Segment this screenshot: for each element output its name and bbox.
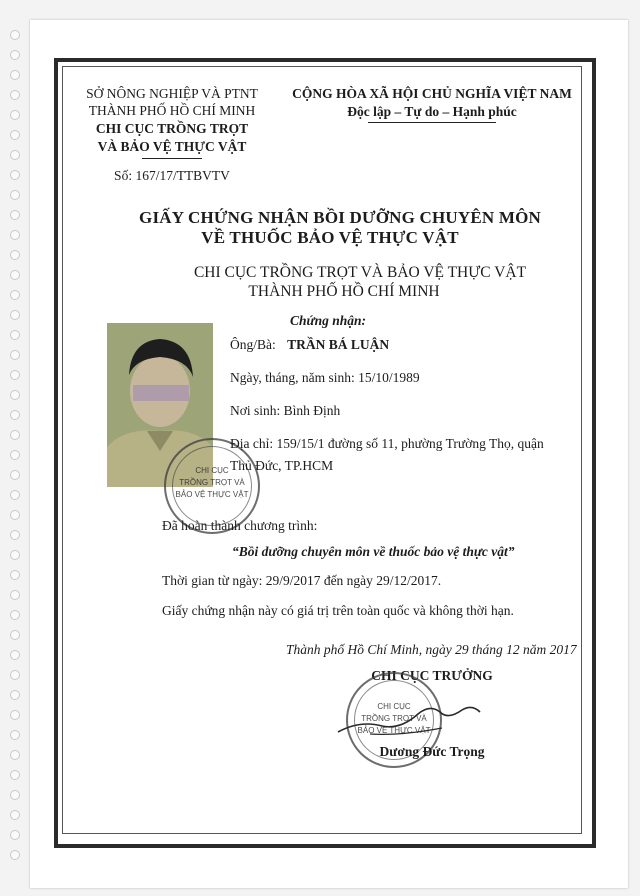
binder-hole [10,830,20,840]
binder-hole [10,770,20,780]
binder-hole [10,230,20,240]
place-of-birth: Nơi sinh: Bình Định [230,403,341,418]
binder-hole [10,410,20,420]
binder-hole [10,150,20,160]
binder-hole [10,250,20,260]
agency-line-2: THÀNH PHỐ HỒ CHÍ MINH [88,103,256,118]
completed-label: Đã hoàn thành chương trình: [162,518,318,533]
binder-hole [10,810,20,820]
binder-hole [10,690,20,700]
binder-hole [10,430,20,440]
certificate-title-line-2: VỀ THUỐC BẢO VỆ THỰC VẬT [201,228,459,247]
binder-hole [10,570,20,580]
seal-stamp-line-1: CHI CỤC [377,702,411,711]
binder-hole [10,590,20,600]
person-name: TRẦN BÁ LUẬN [287,337,390,352]
issuer-line-2: THÀNH PHỐ HỒ CHÍ MINH [248,283,440,300]
issuer-line-1: CHI CỤC TRỒNG TRỌT VÀ BẢO VỆ THỰC VẬT [193,264,527,281]
name-row [230,337,389,353]
binder-hole [10,30,20,40]
binder-hole [10,790,20,800]
binder-hole [10,290,20,300]
binder-hole [10,350,20,360]
binder-hole [10,530,20,540]
program-name: “Bồi dưỡng chuyên môn về thuốc bảo vệ thực vật” [232,544,515,559]
address-line-1: Địa chỉ: 159/15/1 đường số 11, phường Trường Thọ, quận [230,436,544,451]
binder-hole [10,710,20,720]
agency-underline [142,158,202,159]
binder-hole [10,130,20,140]
binder-hole [10,630,20,640]
binder-hole [10,110,20,120]
binder-holes [8,30,24,880]
duration: Thời gian từ ngày: 29/9/2017 đến ngày 29/12/2017. [162,573,442,588]
binder-hole [10,90,20,100]
binder-hole [10,70,20,80]
document-number: Số: 167/17/TTBVTV [114,168,230,183]
binder-hole [10,50,20,60]
agency-line-3: CHI CỤC TRỒNG TRỌT [95,121,249,136]
agency-line-4: VÀ BẢO VỆ THỰC VẬT [97,139,247,154]
date-of-birth: Ngày, tháng, năm sinh: 15/10/1989 [230,370,420,385]
binder-hole [10,650,20,660]
binder-hole [10,610,20,620]
binder-hole [10,850,20,860]
seal-stamp-line-2: TRỒNG TRỌT VÀ [361,714,427,723]
binder-hole [10,490,20,500]
binder-hole [10,170,20,180]
name-label: Ông/Bà: [230,337,276,352]
binder-hole [10,270,20,280]
binder-hole [10,310,20,320]
binder-hole [10,330,20,340]
photo-stamp-line-1: CHI CỤC [195,466,229,475]
handwritten-signature [330,690,490,750]
certifies-label: Chứng nhận: [289,313,367,328]
binder-hole [10,510,20,520]
address-line-2: Thủ Đức, TP.HCM [230,458,334,473]
binder-hole [10,450,20,460]
binder-hole [10,470,20,480]
country-title: CỘNG HÒA XÃ HỘI CHỦ NGHĨA VIỆT NAM [292,86,572,101]
motto-underline [368,122,496,123]
binder-hole [10,390,20,400]
seal-stamp-line-3: BẢO VỆ THỰC VẬT [357,726,431,735]
binder-hole [10,370,20,380]
binder-hole [10,210,20,220]
binder-hole [10,750,20,760]
issue-date-place: Thành phố Hồ Chí Minh, ngày 29 tháng 12 năm 2017 [286,642,577,657]
certificate-title-line-1: GIẤY CHỨNG NHẬN BỒI DƯỠNG CHUYÊN MÔN [139,208,541,227]
binder-hole [10,550,20,560]
validity-statement: Giấy chứng nhận này có giá trị trên toàn quốc và không thời hạn. [162,603,514,618]
country-motto: Độc lập – Tự do – Hạnh phúc [347,104,517,119]
agency-line-1: SỞ NÔNG NGHIỆP VÀ PTNT [86,86,258,101]
binder-hole [10,730,20,740]
photo-stamp-line-3: BẢO VỆ THỰC VẬT [175,490,249,499]
binder-hole [10,670,20,680]
signer-title: CHI CỤC TRƯỞNG [371,668,493,683]
signer-name: Dương Đức Trọng [379,744,485,759]
photo-stamp-line-2: TRỒNG TRỌT VÀ [179,478,245,487]
binder-hole [10,190,20,200]
